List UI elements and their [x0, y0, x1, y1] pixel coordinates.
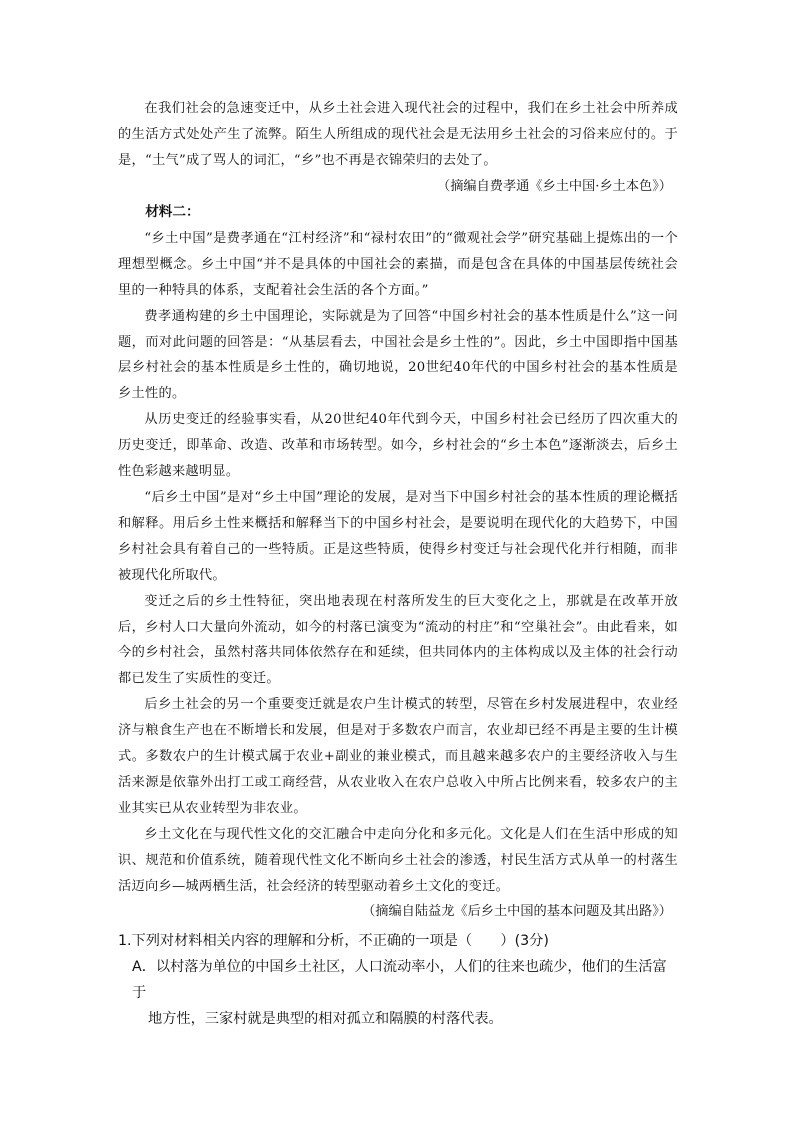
material-two-paragraph: 变迁之后的乡土性特征，突出地表现在村落所发生的巨大变化之上，那就是在改革开放后，乡村人口大量向外流动，如今的村落已演变为“流动的村庄”和“空巢社会”。由此看来，如今的乡村社会，虽然村落共同体依然存在和延续，但共同体内的主体构成以及主体的社会行动都已发生了实质性的变迁。	[118, 593, 678, 687]
question-one	[118, 928, 678, 1032]
material-two-paragraph: “乡土中国”是费孝通在“江村经济”和“禄村农田”的“微观社会学”研究基础上提炼出的一个理想型概念。乡土中国“并不是具体的中国社会的素描，而是包含在具体的中国基层传统社会里的一种特具的体系，支配着社会生活的各个方面。”	[118, 230, 678, 298]
material-two-paragraph: 乡土文化在与现代性文化的交汇融合中走向分化和多元化。文化是人们在生活中形成的知识、规范和价值系统，随着现代性文化不断向乡土社会的渗透，村民生活方式从单一的村落生活迈向乡—城两栖生活，社会经济的转型驱动着乡土文化的变迁。	[118, 826, 678, 894]
material-two-paragraph: 费孝通构建的乡土中国理论，实际就是为了回答“中国乡村社会的基本性质是什么”这一问题，而对此问题的回答是：“从基层看去，中国社会是乡土性的”。因此，乡土中国即指中国基层乡村社会的基本性质是乡土性的，确切地说，20世纪40年代的中国乡村社会的基本性质是乡土性的。	[118, 308, 678, 402]
material-two-block	[118, 200, 678, 925]
material-two-label: 材料二：	[145, 204, 200, 220]
question-one-title: 1.下列对材料相关内容的理解和分析，不正确的一项是（ ）(3分)	[118, 933, 549, 949]
option-a-line-1: A．以村落为单位的中国乡土社区，人口流动率小，人们的往来也疏少，他们的生活富于	[132, 959, 667, 1001]
material-one-block	[118, 96, 678, 200]
material-two-paragraph: 从历史变迁的经验事实看，从20世纪40年代到今天，中国乡村社会已经历了四次重大的历史变迁，即革命、改造、改革和市场转型。如今，乡村社会的“乡土本色”逐渐淡去，后乡土性色彩越来越明显。	[118, 412, 678, 480]
material-two-paragraph: 后乡土社会的另一个重要变迁就是农户生计模式的转型，尽管在乡村发展进程中，农业经济与粮食生产也在不断增长和发展，但是对于多数农户而言，农业却已经不再是主要的生计模式。多数农户的生计模式属于农业+副业的兼业模式，而且越来越多农户的主要经济收入与生活来源是依靠外出打工或工商经营，从农业收入在农户总收入中所占比例来看，较多农户的主业其实已从农业转型为非农业。	[118, 697, 678, 816]
option-a-line-2: 地方性，三家村就是典型的相对孤立和隔膜的村落代表。	[148, 1011, 503, 1027]
material-two-citation: （摘编自陆益龙《后乡土中国的基本问题及其出路》）	[362, 904, 672, 920]
material-one-paragraph: 在我们社会的急速变迁中，从乡土社会进入现代社会的过程中，我们在乡土社会中所养成的生活方式处处产生了流弊。陌生人所组成的现代社会是无法用乡土社会的习俗来应付的。于是，“土气”成了骂人的词汇，“乡”也不再是衣锦荣归的去处了。	[118, 101, 678, 168]
material-one-citation: （摘编自费孝通《乡土中国·乡土本色》）	[437, 178, 672, 194]
material-two-paragraph: “后乡土中国”是对“乡土中国”理论的发展，是对当下中国乡村社会的基本性质的理论概括和解释。用后乡土性来概括和解释当下的中国乡村社会，是要说明在现代化的大趋势下，中国乡村社会具有着自己的一些特质。正是这些特质，使得乡村变迁与社会现代化并行相随，而非被现代化所取代。	[118, 489, 678, 583]
